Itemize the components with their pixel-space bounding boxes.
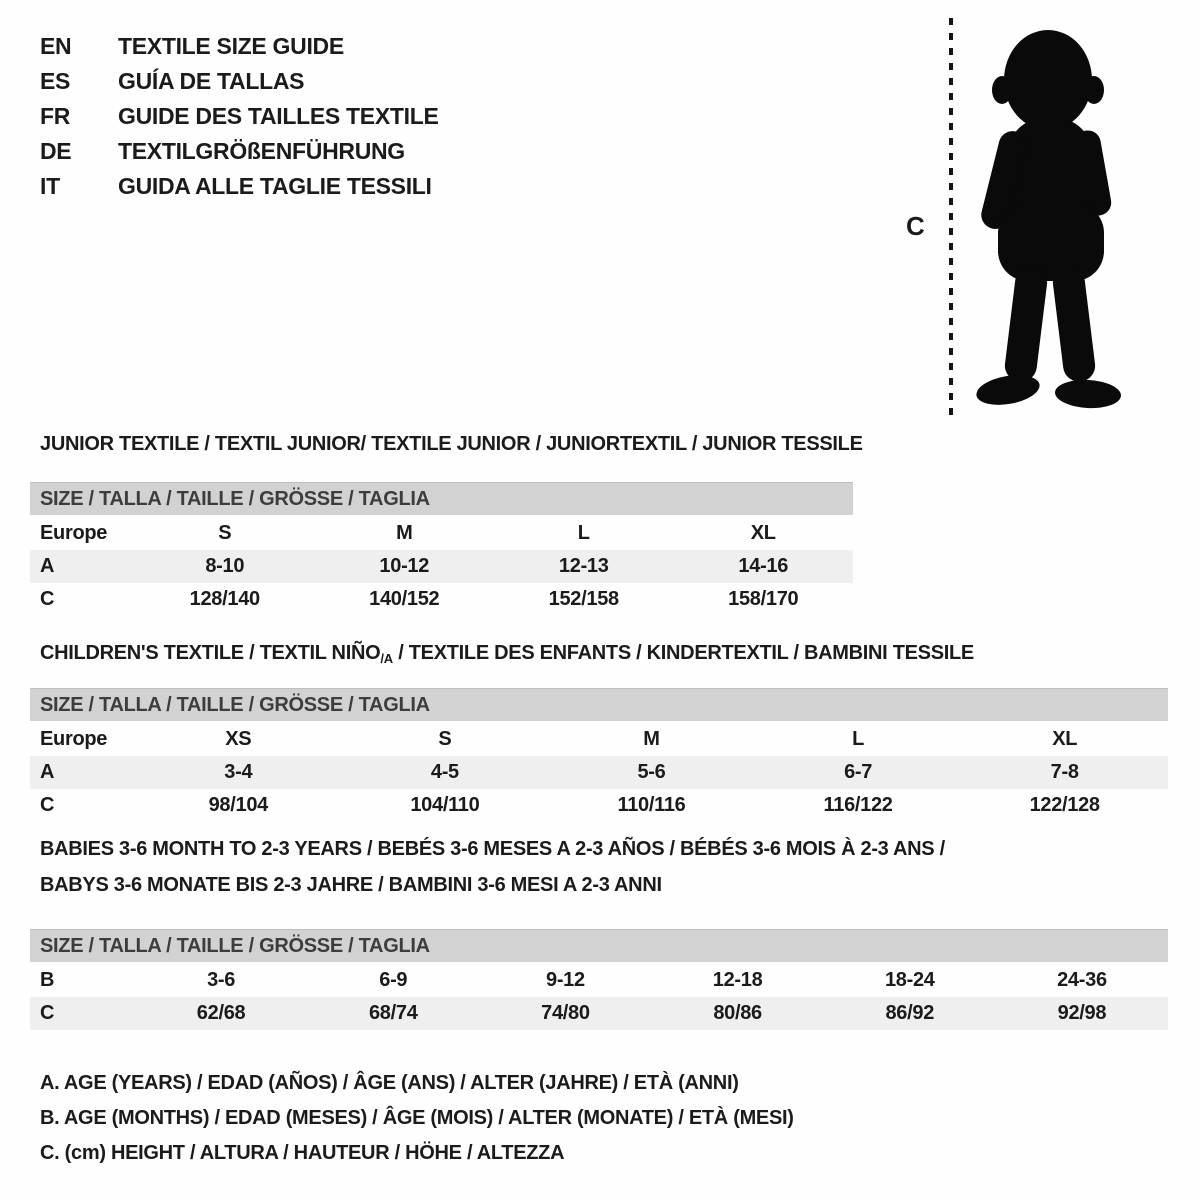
table-cell: 98/104 (208, 794, 268, 816)
row-label: B (40, 969, 55, 991)
row-label: C (40, 588, 55, 610)
size-header-band: SIZE / TALLA / TAILLE / GRÖSSE / TAGLIA (30, 688, 1168, 721)
section-title-children-post: / TEXTILE DES ENFANTS / KINDERTEXTIL / BAMBINI TESSILE (392, 642, 974, 664)
table-row (30, 550, 853, 583)
footnote-age-months: B. AGE (MONTHS) / EDAD (MESES) / ÂGE (MOIS) / ALTER (MONATE) / ETÀ (MESI) (40, 1107, 794, 1129)
table-cell: 10-12 (379, 555, 430, 577)
footnote-height-cm: C. (cm) HEIGHT / ALTURA / HAUTEUR / HÖHE / ALTEZZA (40, 1142, 565, 1164)
table-cell: 18-24 (884, 969, 935, 991)
section-title-children-sub: /A (380, 651, 393, 666)
language-code: FR (40, 103, 71, 129)
table-cell: 122/128 (1029, 794, 1100, 816)
row-label: Europe (40, 728, 108, 750)
toddler-silhouette-icon (974, 30, 1122, 410)
toddler-silhouette-figure (946, 18, 1146, 418)
language-title: GUÍA DE TALLAS (118, 68, 305, 94)
table-row (30, 723, 1168, 756)
language-row (40, 134, 439, 169)
babies-size-table (30, 929, 1168, 1030)
table-row (30, 756, 1168, 789)
section-title-children-pre: CHILDREN'S TEXTILE / TEXTIL NIÑO (40, 642, 381, 664)
table-cell: M (396, 522, 413, 544)
table-cell: 80/86 (713, 1002, 762, 1024)
table-cell: XS (225, 728, 252, 750)
table-body (30, 964, 1168, 1030)
table-cell: XL (750, 522, 776, 544)
children-size-table (30, 688, 1168, 822)
language-code: DE (40, 138, 72, 164)
table-cell: L (577, 522, 590, 544)
language-title: GUIDE DES TAILLES TEXTILE (118, 103, 439, 129)
table-cell: 74/80 (541, 1002, 590, 1024)
footnotes (40, 1066, 794, 1171)
table-cell: 3-6 (207, 969, 236, 991)
language-row (40, 64, 439, 99)
table-cell: S (218, 522, 232, 544)
table-cell: 152/158 (548, 588, 619, 610)
language-code: IT (40, 173, 60, 199)
table-cell: 68/74 (368, 1002, 418, 1024)
table-cell: 140/152 (369, 588, 440, 610)
table-cell: 92/98 (1057, 1002, 1107, 1024)
table-row (30, 517, 853, 550)
height-measure-label: C (906, 211, 925, 241)
table-cell: 8-10 (205, 555, 245, 577)
table-cell: 5-6 (637, 761, 666, 783)
table-cell: 3-4 (224, 761, 253, 783)
table-cell: XL (1052, 728, 1078, 750)
table-cell: 104/110 (410, 794, 480, 816)
section-title-children (40, 642, 974, 666)
table-cell: 12-18 (712, 969, 763, 991)
table-cell: 6-7 (844, 761, 873, 783)
size-header-band: SIZE / TALLA / TAILLE / GRÖSSE / TAGLIA (30, 929, 1168, 962)
junior-size-table (30, 482, 853, 616)
table-cell: 12-13 (558, 555, 609, 577)
table-cell: M (643, 728, 660, 750)
table-row (30, 789, 1168, 822)
table-cell: 110/116 (617, 794, 686, 816)
table-cell: 24-36 (1057, 969, 1107, 991)
table-cell: L (852, 728, 865, 750)
table-cell: 9-12 (546, 969, 585, 991)
row-label: Europe (40, 522, 108, 544)
language-header (40, 29, 439, 204)
table-cell: 86/92 (885, 1002, 935, 1024)
babies-title-line2: BABYS 3-6 MONATE BIS 2-3 JAHRE / BAMBINI 3-6 MESI A 2-3 ANNI (40, 874, 662, 896)
table-body (30, 517, 853, 616)
table-cell: S (438, 728, 452, 750)
table-cell: 116/122 (823, 794, 893, 816)
language-row (40, 29, 439, 64)
table-row (30, 583, 853, 616)
row-label: C (40, 794, 55, 816)
language-title: TEXTILGRÖßENFÜHRUNG (118, 138, 405, 164)
language-code: EN (40, 33, 72, 59)
section-title-junior: JUNIOR TEXTILE / TEXTIL JUNIOR/ TEXTILE JUNIOR / JUNIORTEXTIL / JUNIOR TESSILE (40, 433, 863, 455)
footnote-age-years: A. AGE (YEARS) / EDAD (AÑOS) / ÂGE (ANS) / ALTER (JAHRE) / ETÀ (ANNI) (40, 1072, 739, 1094)
language-row (40, 169, 439, 204)
row-label: A (40, 555, 55, 577)
table-cell: 6-9 (379, 969, 408, 991)
table-cell: 62/68 (196, 1002, 246, 1024)
size-header-band: SIZE / TALLA / TAILLE / GRÖSSE / TAGLIA (30, 482, 853, 515)
table-cell: 14-16 (738, 555, 789, 577)
language-title: TEXTILE SIZE GUIDE (118, 33, 344, 59)
row-label: C (40, 1002, 55, 1024)
section-title-babies (40, 831, 945, 903)
table-cell: 4-5 (430, 761, 459, 783)
language-title: GUIDA ALLE TAGLIE TESSILI (118, 173, 432, 199)
table-cell: 128/140 (189, 588, 260, 610)
table-cell: 7-8 (1050, 761, 1079, 783)
babies-title-line1: BABIES 3-6 MONTH TO 2-3 YEARS / BEBÉS 3-6 MESES A 2-3 AÑOS / BÉBÉS 3-6 MOIS À 2-3 ANS / (40, 838, 945, 860)
row-label: A (40, 761, 55, 783)
table-cell: 158/170 (728, 588, 799, 610)
table-row (30, 964, 1168, 997)
language-code: ES (40, 68, 71, 94)
table-row (30, 997, 1168, 1030)
table-body (30, 723, 1168, 822)
language-row (40, 99, 439, 134)
